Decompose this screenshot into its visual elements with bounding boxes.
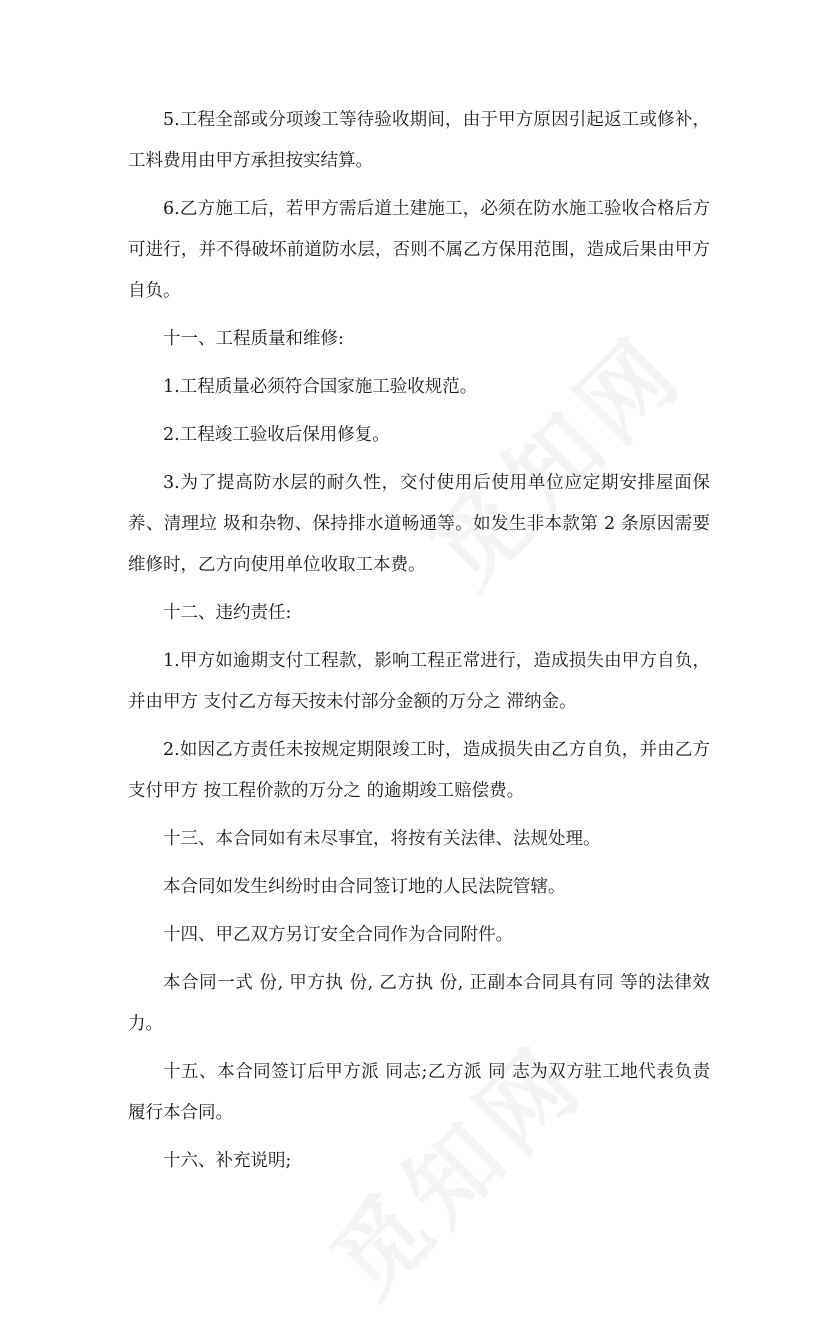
- paragraph-completion-acceptance: 5.工程全部或分项竣工等待验收期间，由于甲方原因引起返工或修补，工料费用由甲方承担按实结算。: [128, 110, 710, 171]
- paragraph-civil-construction: 6.乙方施工后，若甲方需后道土建施工，必须在防水施工验收合格后方可进行，并不得破坏前道防水层，否则不属乙方保用范围，造成后果由甲方自负。: [128, 199, 710, 301]
- paragraph-late-completion: 2.如因乙方责任未按规定期限竣工时，造成损失由乙方自负，并由乙方支付甲方 按工程价款的万分之 的逾期竣工赔偿费。: [128, 740, 710, 801]
- paragraph-copies: 本合同一式 份, 甲方执 份, 乙方执 份, 正副本合同具有同 等的法律效力。: [128, 973, 710, 1034]
- paragraph-warranty-repair: 2.工程竣工验收后保用修复。: [163, 425, 390, 445]
- paragraph-late-payment: 1.甲方如逾期支付工程款，影响工程正常进行，造成损失由甲方自负，并由甲方 支付乙方每天按未付部分金额的万分之 滞纳金。: [128, 651, 710, 712]
- document-body: [128, 100, 710, 1189]
- section-heading-quality-maintenance: 十一、工程质量和维修:: [163, 329, 344, 349]
- section-heading-supplementary: 十六、补充说明;: [163, 1151, 292, 1171]
- paragraph-quality-standard: 1.工程质量必须符合国家施工验收规范。: [163, 377, 478, 397]
- section-heading-safety-contract: 十四、甲乙双方另订安全合同作为合同附件。: [163, 925, 513, 945]
- section-heading-breach-liability: 十二、违约责任:: [163, 603, 292, 623]
- section-heading-site-representatives: 十五、本合同签订后甲方派 同志;乙方派 同 志为双方驻工地代表负责履行本合同。: [128, 1062, 710, 1123]
- paragraph-durability-maintenance: 3.为了提高防水层的耐久性，交付使用后使用单位应定期安排屋面保养、清理垃 圾和杂物、保持排水道畅通等。如发生非本款第 2 条原因需要维修时，乙方向使用单位收取工本费。: [128, 473, 710, 575]
- paragraph-jurisdiction: 本合同如发生纠纷时由合同签订地的人民法院管辖。: [163, 877, 566, 897]
- section-heading-unresolved-matters: 十三、本合同如有未尽事宜，将按有关法律、法规处理。: [163, 829, 601, 849]
